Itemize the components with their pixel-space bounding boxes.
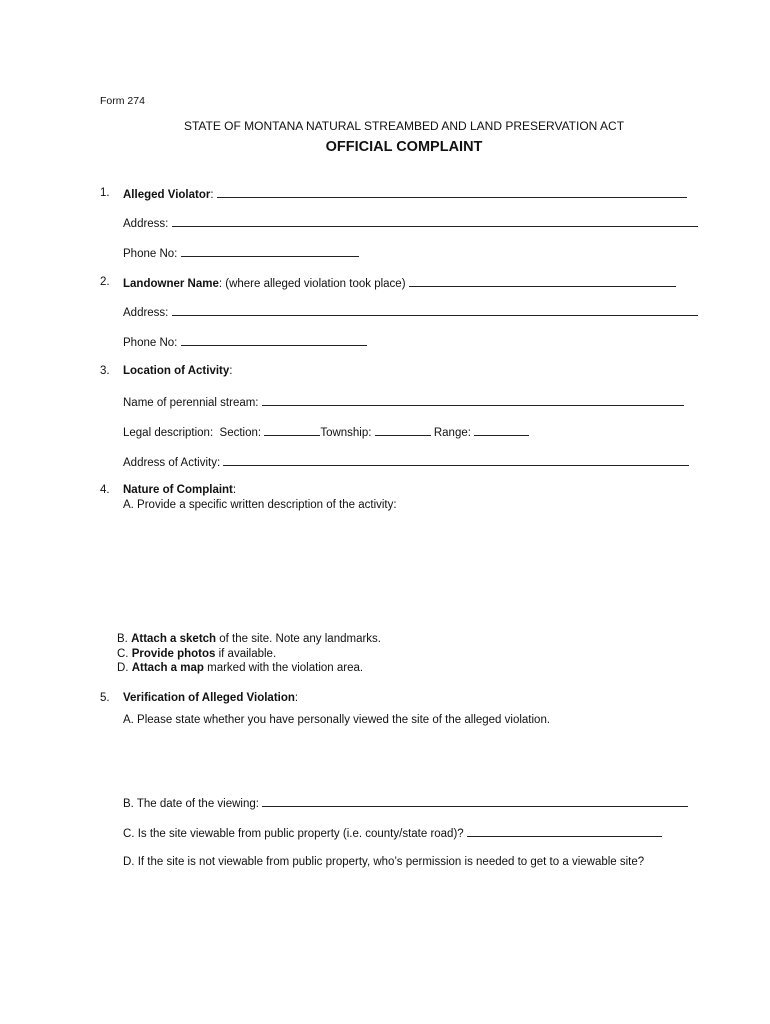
- phone-label: Phone No:: [123, 248, 178, 260]
- section-number: 4.: [100, 484, 110, 496]
- location-heading: Location of Activity:: [123, 365, 233, 377]
- violator-phone-field[interactable]: [181, 245, 359, 257]
- form-number: Form 274: [100, 95, 145, 107]
- public-view-field[interactable]: [467, 825, 662, 837]
- range-label: Range:: [433, 427, 471, 439]
- verification-label: Verification of Alleged Violation: [123, 692, 295, 704]
- township-label: Township:: [320, 427, 372, 439]
- activity-address-field[interactable]: [223, 454, 689, 466]
- verification-heading: Verification of Alleged Violation:: [123, 692, 299, 704]
- address-label: Address:: [123, 307, 169, 319]
- viewing-date-field[interactable]: [262, 795, 688, 807]
- nature-item-d: D. Attach a map marked with the violation area.: [117, 662, 364, 674]
- section-number: 2.: [100, 276, 110, 288]
- landowner-address-row: [123, 304, 698, 320]
- stream-name-field[interactable]: [262, 394, 684, 406]
- violator-address-field[interactable]: [172, 215, 698, 227]
- violator-address-row: [123, 215, 698, 231]
- form-title: OFFICIAL COMPLAINT: [325, 139, 483, 155]
- activity-address-row: [123, 454, 689, 470]
- verification-item-a: A. Please state whether you have personally viewed the site of the alleged violation.: [123, 714, 551, 726]
- nature-item-a: A. Provide a specific written description of the activity:: [123, 499, 397, 511]
- stream-label: Name of perennial stream:: [123, 397, 259, 409]
- range-field[interactable]: [474, 424, 529, 436]
- township-field[interactable]: [375, 424, 431, 436]
- stream-row: [123, 394, 684, 410]
- viewing-date-label: B. The date of the viewing:: [123, 798, 259, 810]
- location-label: Location of Activity: [123, 365, 230, 377]
- landowner-hint: : (where alleged violation took place): [218, 278, 406, 290]
- alleged-violator-row: Alleged Violator:: [123, 186, 687, 202]
- act-title: STATE OF MONTANA NATURAL STREAMBED AND LAND PRESERVATION ACT: [183, 119, 625, 133]
- phone-label: Phone No:: [123, 337, 178, 349]
- address-label: Address:: [123, 218, 169, 230]
- landowner-name-field[interactable]: [409, 275, 676, 287]
- section-number: 5.: [100, 692, 110, 704]
- nature-item-c: C. Provide photos if available.: [117, 648, 277, 660]
- activity-address-label: Address of Activity:: [123, 457, 221, 469]
- alleged-violator-label: Alleged Violator: [123, 189, 211, 201]
- landowner-phone-field[interactable]: [181, 334, 367, 346]
- section-label: Section:: [219, 427, 262, 439]
- nature-item-b: B. Attach a sketch of the site. Note any landmarks.: [117, 633, 381, 645]
- nature-heading: Nature of Complaint:: [123, 484, 237, 496]
- landowner-row: [123, 275, 676, 291]
- landowner-address-field[interactable]: [172, 304, 698, 316]
- nature-label: Nature of Complaint: [123, 484, 233, 496]
- violator-phone-row: [123, 245, 359, 261]
- alleged-violator-field[interactable]: [217, 186, 687, 198]
- verification-item-d: D. If the site is not viewable from public property, who’s permission is needed to get to a viewable site?: [123, 856, 645, 868]
- verification-item-b-row: [123, 795, 688, 811]
- legal-description-label: Legal description:: [123, 427, 214, 439]
- verification-item-c-row: [123, 825, 662, 841]
- section-field[interactable]: [264, 424, 320, 436]
- landowner-phone-row: [123, 334, 367, 350]
- section-number: 1.: [100, 187, 110, 199]
- section-number: 3.: [100, 365, 110, 377]
- public-view-label: C. Is the site viewable from public property (i.e. county/state road)?: [123, 828, 464, 840]
- landowner-name-label: Landowner Name: [123, 278, 219, 290]
- legal-description-row: [123, 424, 529, 440]
